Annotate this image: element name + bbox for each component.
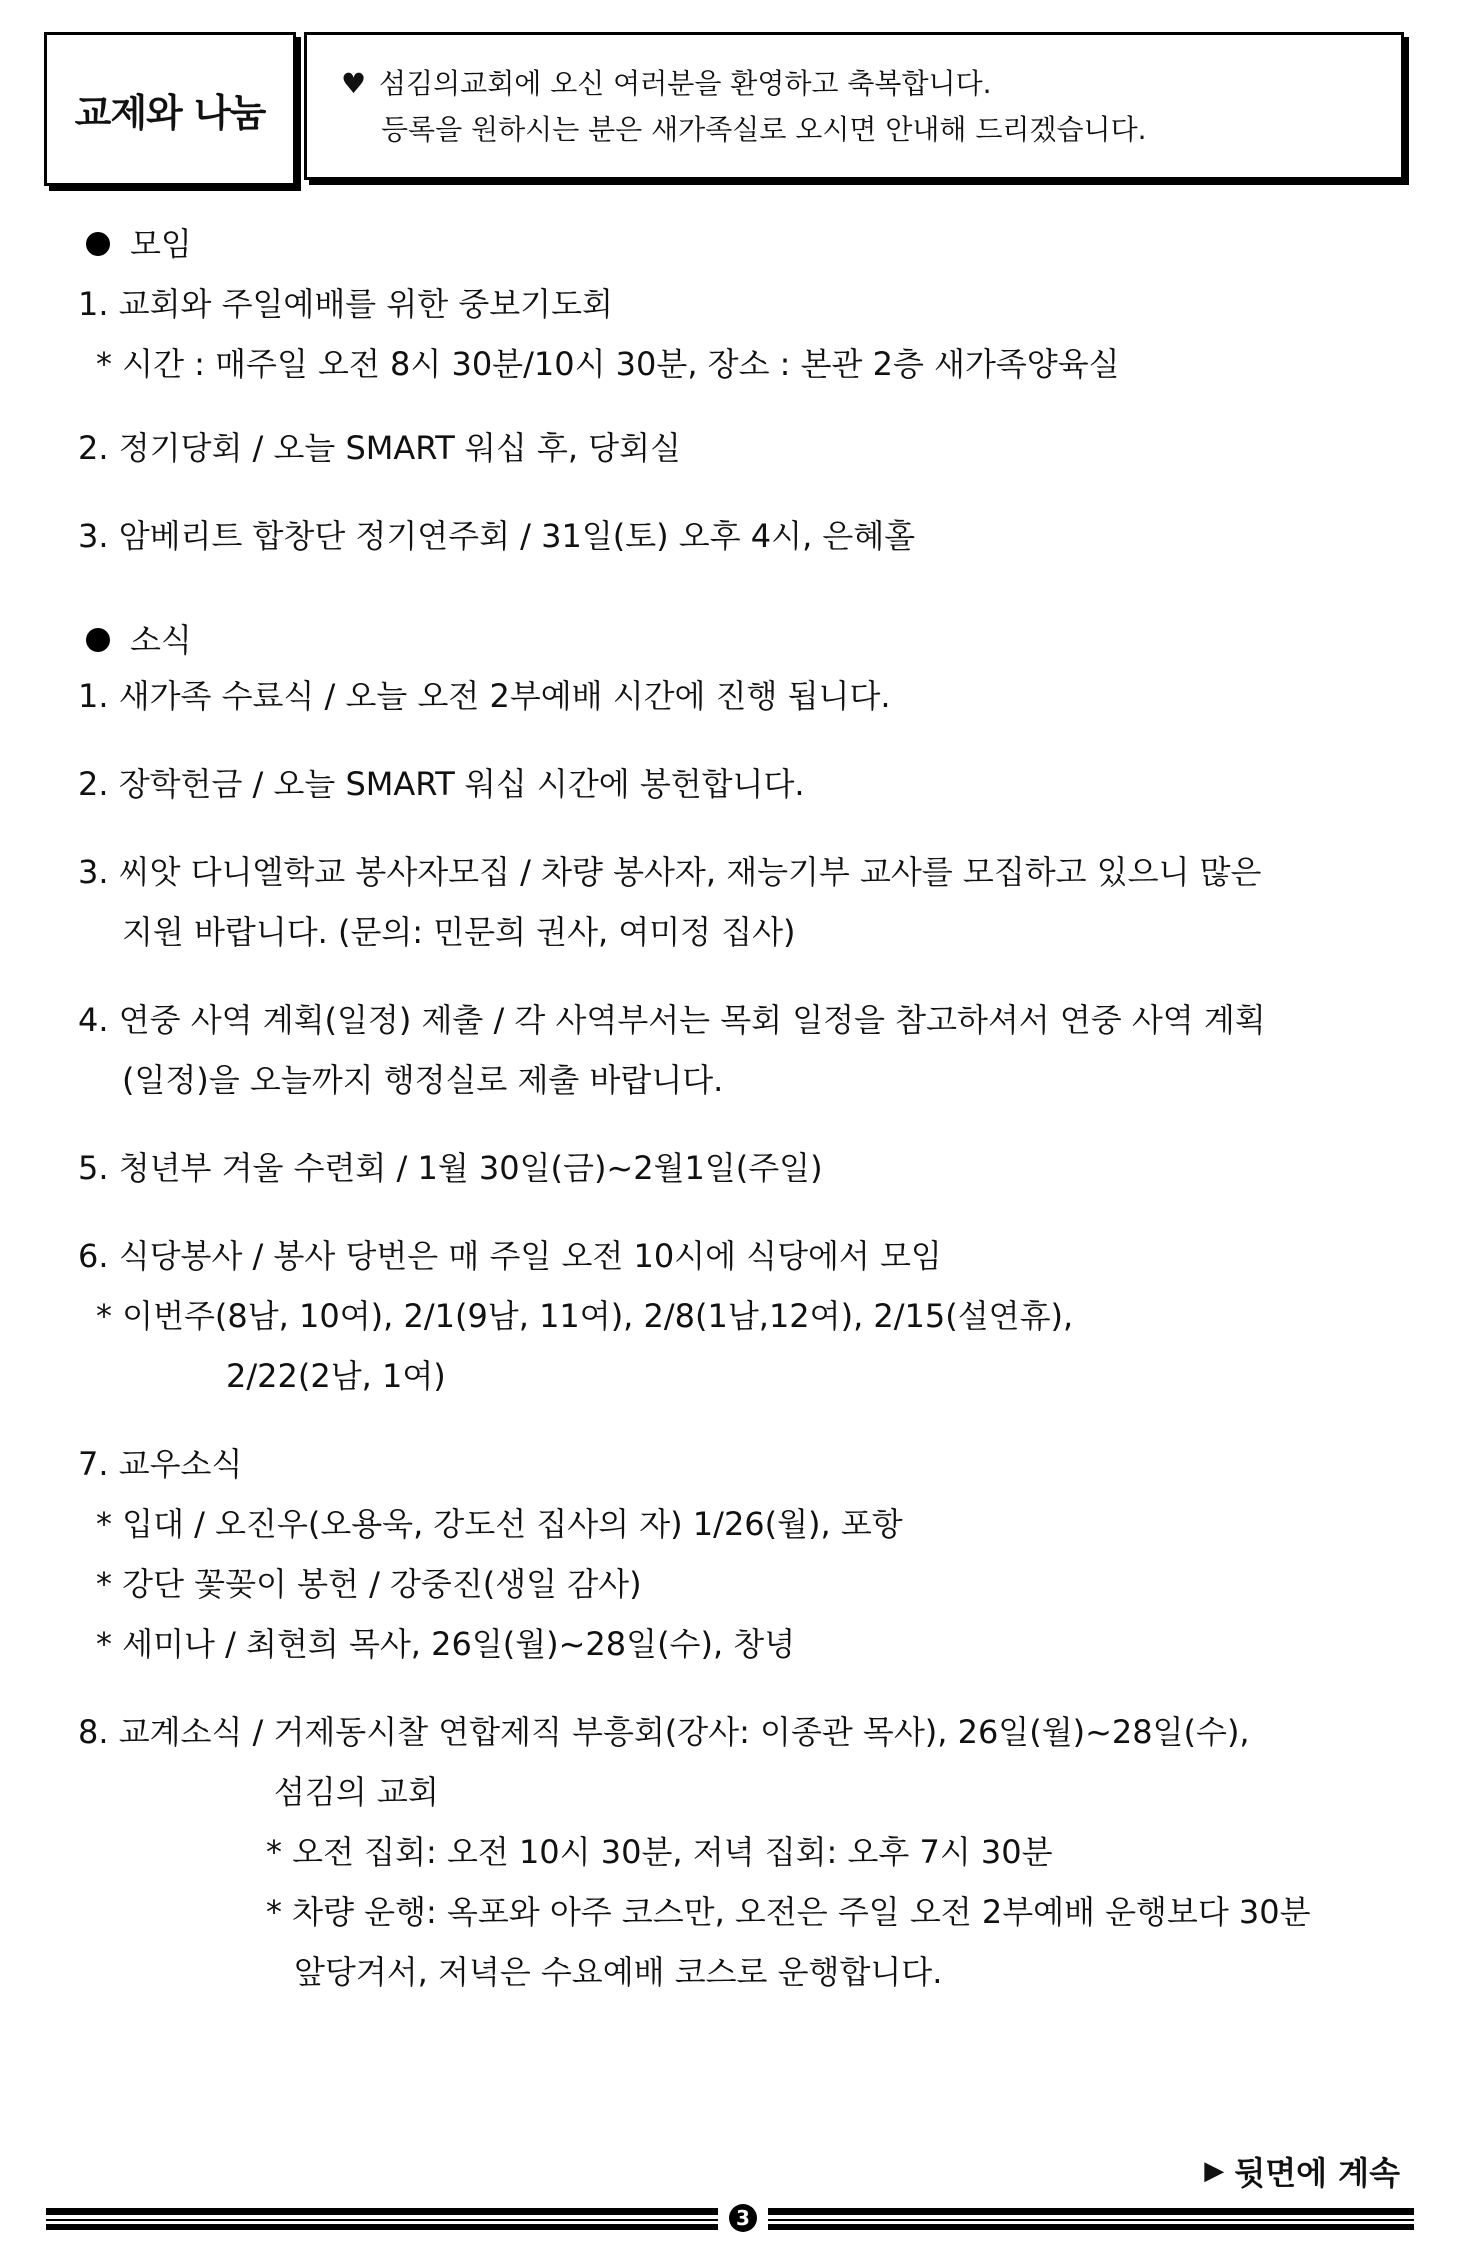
news-item-8-detail-2-cont: 앞당겨서, 저녁은 수요예배 코스로 운행합니다. (294, 1953, 943, 1991)
meeting-item-3: 3. 암베리트 합창단 정기연주회 / 31일(토) 오후 4시, 은혜홀 (78, 517, 916, 555)
play-arrow-icon: ▶ (1204, 2156, 1225, 2186)
news-item-7: 7. 교우소식 (78, 1445, 243, 1483)
meetings-heading (78, 220, 1388, 268)
news-item-4: 4. 연중 사역 계획(일정) 제출 / 각 사역부서는 목회 일정을 참고하셔서 연중 사역 계획 (78, 1001, 1266, 1039)
bullet-icon (86, 628, 110, 652)
news-item-7-detail-1: * 입대 / 오진우(오용욱, 강도선 집사의 자) 1/26(월), 포항 (96, 1505, 903, 1543)
heart-icon: ♥ (341, 67, 367, 100)
news-item-7-detail-3: * 세미나 / 최현희 목사, 26일(월)~28일(수), 창녕 (96, 1625, 796, 1663)
news-item-4-cont: (일정)을 오늘까지 행정실로 제출 바랍니다. (122, 1061, 724, 1099)
welcome-box (304, 32, 1404, 180)
news-item-8-cont: 섬김의 교회 (274, 1773, 439, 1811)
news-item-6: 6. 식당봉사 / 봉사 당번은 매 주일 오전 10시에 식당에서 모임 (78, 1237, 942, 1275)
news-heading-text: 소식 (130, 621, 192, 659)
news-item-8-detail-2: * 차량 운행: 옥포와 아주 코스만, 오전은 주일 오전 2부예배 운행보다 30분 (266, 1893, 1311, 1931)
news-item-6-detail-cont: 2/22(2남, 1여) (226, 1357, 446, 1395)
welcome-line-2: 등록을 원하시는 분은 새가족실로 오시면 안내해 드리겠습니다. (381, 113, 1147, 146)
meeting-item-1: 1. 교회와 주일예배를 위한 중보기도회 (78, 285, 613, 323)
bullet-icon (86, 232, 110, 256)
announcements (78, 220, 1388, 1994)
news-item-8: 8. 교계소식 / 거제동시찰 연합제직 부흥회(강사: 이종관 목사), 26일(월)~28일(수), (78, 1713, 1250, 1751)
meeting-item-2: 2. 정기당회 / 오늘 SMART 워십 후, 당회실 (78, 429, 681, 467)
continue-notice (1204, 2148, 1400, 2194)
news-item-2: 2. 장학헌금 / 오늘 SMART 워십 시간에 봉헌합니다. (78, 765, 805, 803)
footer-rule-left (46, 2208, 718, 2228)
meeting-item-1-detail: * 시간 : 매주일 오전 8시 30분/10시 30분, 장소 : 본관 2층 새가족양육실 (96, 345, 1120, 383)
news-item-3: 3. 씨앗 다니엘학교 봉사자모집 / 차량 봉사자, 재능기부 교사를 모집하고 있으니 많은 (78, 853, 1262, 891)
news-item-3-cont: 지원 바랍니다. (문의: 민문희 권사, 여미정 집사) (122, 913, 796, 951)
page-number: 3 (729, 2204, 757, 2232)
section-title-box (44, 32, 296, 186)
footer-rule-right (768, 2208, 1414, 2228)
news-item-7-detail-2: * 강단 꽃꽂이 봉헌 / 강중진(생일 감사) (96, 1565, 642, 1603)
meetings-heading-text: 모임 (130, 225, 192, 263)
welcome-text-1: 섬김의교회에 오신 여러분을 환영하고 축복합니다. (379, 67, 992, 100)
section-title: 교제와 나눔 (74, 90, 266, 135)
news-heading (78, 616, 1388, 664)
welcome-line-1 (341, 61, 1401, 107)
news-item-6-detail: * 이번주(8남, 10여), 2/1(9남, 11여), 2/8(1남,12여), 2/15(설연휴), (96, 1297, 1074, 1335)
continue-text: 뒷면에 계속 (1234, 2154, 1400, 2192)
news-item-1: 1. 새가족 수료식 / 오늘 오전 2부예배 시간에 진행 됩니다. (78, 677, 891, 715)
news-item-8-detail-1: * 오전 집회: 오전 10시 30분, 저녁 집회: 오후 7시 30분 (266, 1833, 1053, 1871)
news-item-5: 5. 청년부 겨울 수련회 / 1월 30일(금)~2월1일(주일) (78, 1149, 823, 1187)
